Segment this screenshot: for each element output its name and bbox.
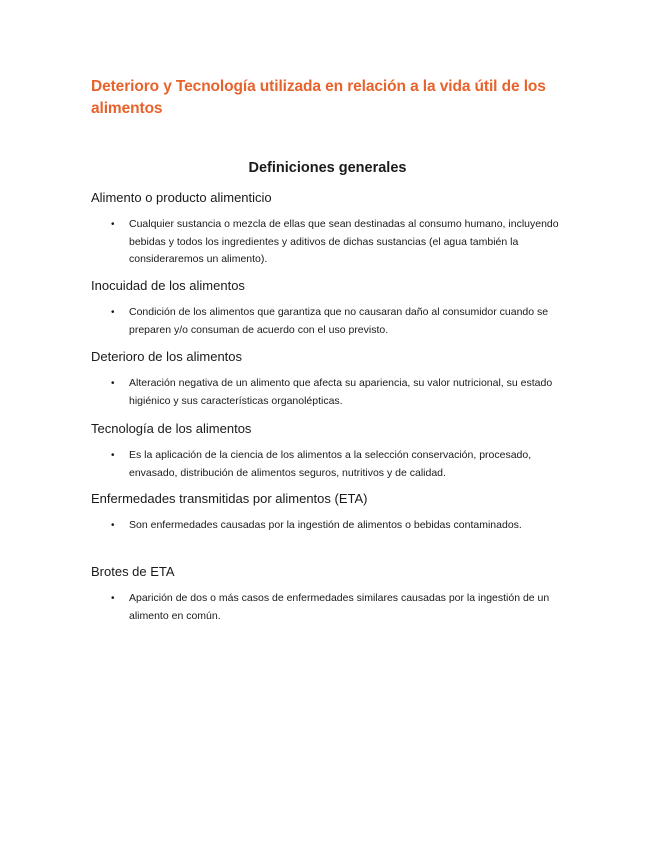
definition-text: Es la aplicación de la ciencia de los alimentos a la selección conservación, procesado, envasado, distribución de alimentos seguros, nutritivos y de calidad. xyxy=(129,449,532,479)
definition-entry xyxy=(91,189,571,269)
definition-entry xyxy=(91,277,571,339)
bullet-icon: • xyxy=(111,307,115,318)
definition-item xyxy=(91,517,571,535)
definition-text: Aparición de dos o más casos de enfermedades similares causadas por la ingestión de un alimento en común. xyxy=(129,592,550,622)
bullet-icon: • xyxy=(111,520,115,531)
document-title: Deterioro y Tecnología utilizada en relación a la vida útil de los alimentos xyxy=(91,78,546,117)
definition-item xyxy=(91,590,571,625)
definition-entry xyxy=(91,490,571,535)
definition-term: Brotes de ETA xyxy=(91,564,175,579)
definition-term: Enfermedades transmitidas por alimentos (ETA) xyxy=(91,491,368,506)
definition-text: Condición de los alimentos que garantiza que no causaran daño al consumidor cuando se preparen y/o consuman de acuerdo con el uso previsto. xyxy=(129,306,549,336)
definition-term: Tecnología de los alimentos xyxy=(91,421,252,436)
definition-text: Son enfermedades causadas por la ingestión de alimentos o bebidas contaminados. xyxy=(129,519,522,531)
bullet-icon: • xyxy=(111,378,115,389)
definition-term: Deterioro de los alimentos xyxy=(91,349,243,364)
bullet-icon: • xyxy=(111,450,115,461)
definition-entry xyxy=(91,420,571,482)
definition-entry xyxy=(91,563,571,625)
definition-text: Alteración negativa de un alimento que afecta su apariencia, su valor nutricional, su estado higiénico y sus características organolépticas. xyxy=(129,377,553,407)
definition-text: Cualquier sustancia o mezcla de ellas que sean destinadas al consumo humano, incluyendo bebidas y todos los ingredientes y aditivos de dichas sustancias (el agua también la consideraremos un alimento). xyxy=(129,218,559,265)
bullet-icon: • xyxy=(111,219,115,230)
definition-item xyxy=(91,216,571,269)
definition-item xyxy=(91,304,571,339)
definition-entry xyxy=(91,348,571,410)
bullet-icon: • xyxy=(111,593,115,604)
definition-item xyxy=(91,447,571,482)
definition-term: Inocuidad de los alimentos xyxy=(91,278,245,293)
definition-term: Alimento o producto alimenticio xyxy=(91,190,272,205)
definition-item xyxy=(91,375,571,410)
section-heading: Definiciones generales xyxy=(248,160,407,176)
